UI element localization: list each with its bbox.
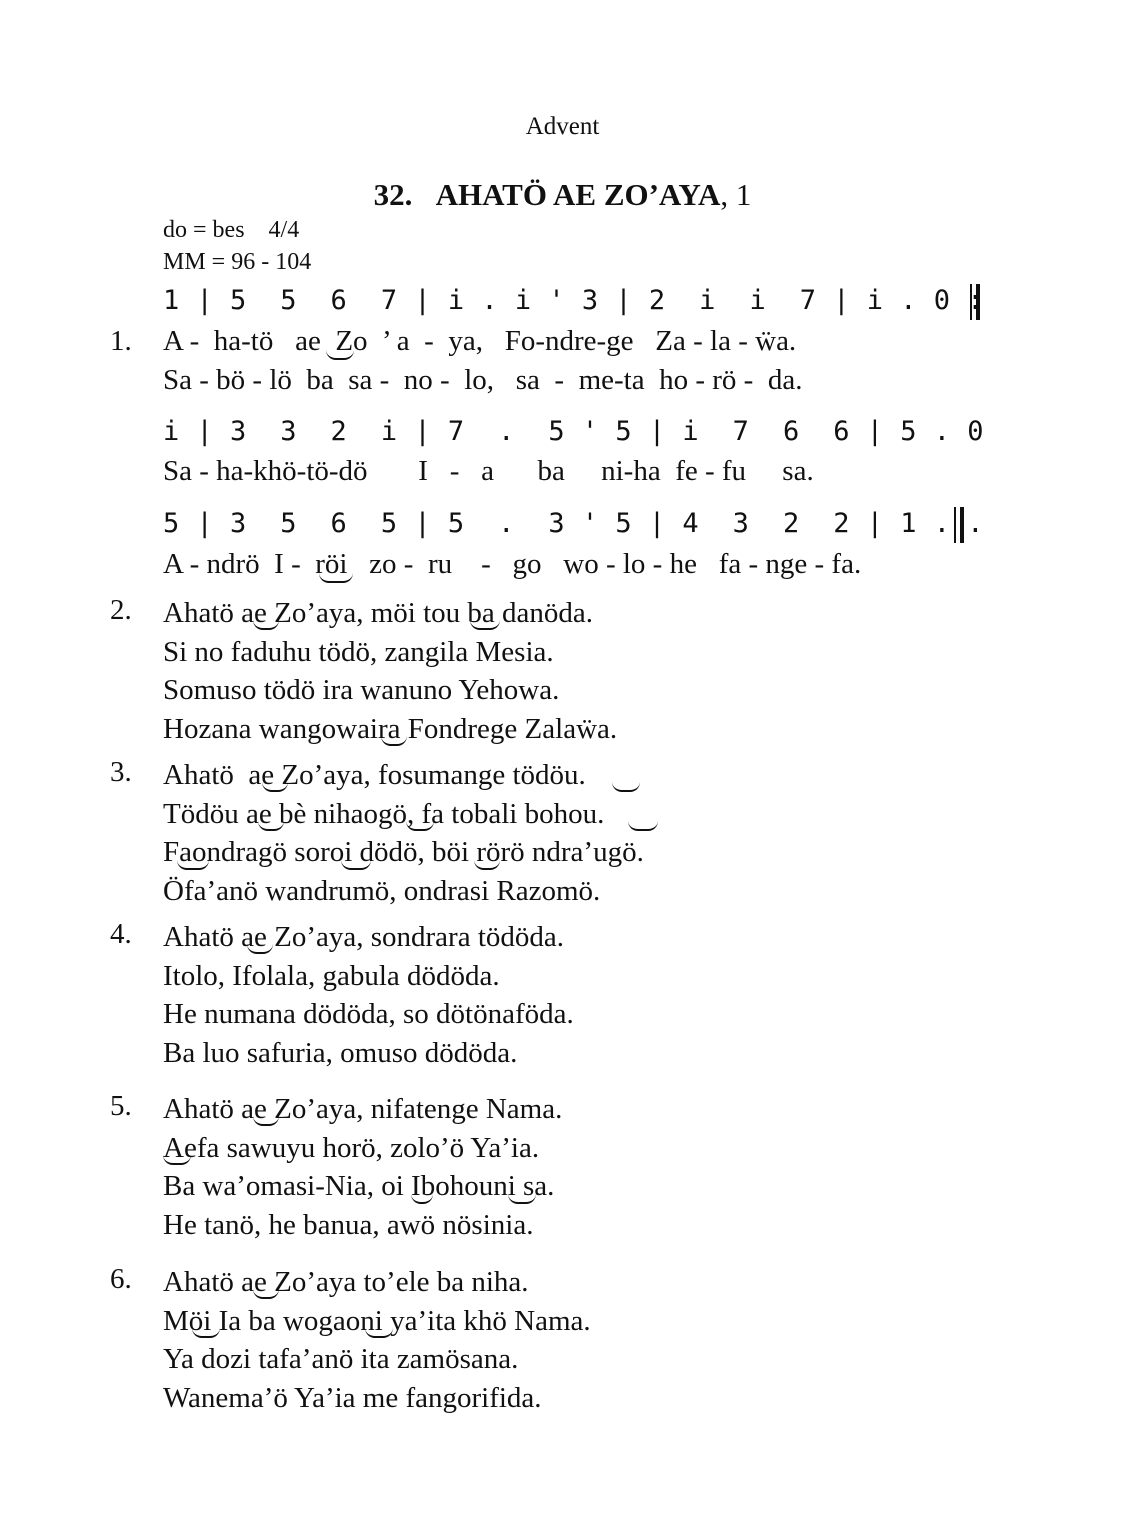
hymn-title <box>0 177 1125 213</box>
verse-line: Ahatö ae Zo’aya, nifatenge Nama. <box>163 1093 563 1125</box>
verse-4 <box>163 918 574 1072</box>
slur-mark <box>319 573 353 583</box>
verse-line: Ba wa’omasi-Nia, oi Ibohouni sa. <box>163 1170 555 1202</box>
verse-line: He numana dödöda, so dötönaföda. <box>163 998 574 1030</box>
verse-line: Tödöu ae bè nihaogö, fa tobali bohou. <box>163 797 605 830</box>
slur-mark <box>177 860 209 870</box>
hymn-name: AHATÖ AE ZO’AYA <box>435 177 721 212</box>
verse-6 <box>163 1263 591 1417</box>
verse-line: Itolo, Ifolala, gabula dödöda. <box>163 959 500 992</box>
notation-line-1: 1 | 5 5 6 7 | i . i ' 3 | 2 i i 7 | i . 0 : <box>163 285 985 316</box>
slur-mark <box>326 350 354 360</box>
verse-line: Ya dozi tafa’anö ita zamösana. <box>163 1343 519 1375</box>
section-heading: Advent <box>525 113 600 140</box>
verse-3 <box>163 756 644 910</box>
lyric-line: A - ndrö I - röi zo - ru - go wo - lo - he fa - nge - fa. <box>163 548 862 580</box>
verse-line: He tanö, he banua, awö nösinia. <box>163 1208 534 1241</box>
verse-5 <box>163 1090 562 1244</box>
verse-number: 4. <box>110 918 132 950</box>
verse-line: Ahatö ae Zo’aya, möi tou ba danöda. <box>163 597 594 629</box>
hymn-number: 32. <box>373 177 413 212</box>
verse-line: Wanema’ö Ya’ia me fangorifida. <box>163 1381 542 1414</box>
verse-number: 3. <box>110 756 132 788</box>
verse-number: 6. <box>110 1263 132 1295</box>
tempo-marking: MM = 96 - 104 <box>163 249 312 275</box>
hymn-part: , 1 <box>720 177 752 212</box>
notation-line-3: 5 | 3 5 6 5 | 5 . 3 ' 5 | 4 3 2 2 | 1 . . <box>163 508 985 539</box>
verse-number: 1. <box>110 325 132 357</box>
verse-number: 2. <box>110 594 132 626</box>
verse-line: Aefa sawuyu horö, zolo’ö Ya’ia. <box>163 1131 540 1164</box>
verse-line: Ahatö ae Zo’aya, sondrara tödöda. <box>163 921 565 953</box>
verse-line: Faondragö soroi dödö, böi rörö ndra’ugö. <box>163 836 644 868</box>
verse-line: Somuso tödö ira wanuno Yehowa. <box>163 674 560 706</box>
key-time-signature: do = bes 4/4 <box>163 217 300 243</box>
verse-2 <box>163 594 617 748</box>
verse-number: 5. <box>110 1090 132 1122</box>
verse-line: Ba luo safuria, omuso dödöda. <box>163 1036 518 1069</box>
verse-line: Möi Ia ba wogaoni ya’ita khö Nama. <box>163 1304 591 1337</box>
lyric-line: A - ha-tö ae Zo ’ a - ya, Fo-ndre-ge Za - la - ẅa. <box>163 325 797 357</box>
notation-line-2: i | 3 3 2 i | 7 . 5 ' 5 | i 7 6 6 | 5 . 0 <box>163 416 985 447</box>
verse-line: Ahatö ae Zo’aya, fosumange tödöu. <box>163 759 586 791</box>
lyric-line: Sa - ha-khö-tö-dö I - a ba ni-ha fe - fu sa. <box>163 455 814 487</box>
verse-line: Ahatö ae Zo’aya to’ele ba niha. <box>163 1266 529 1298</box>
double-barline <box>970 284 980 320</box>
verse-line: Hozana wangowaira Fondrege Zalaẅa. <box>163 712 618 745</box>
verse-line: Öfa’anö wandrumö, ondrasi Razomö. <box>163 874 601 907</box>
final-barline <box>954 507 964 543</box>
lyric-line: Sa - bö - lö ba sa - no - lo, sa - me-ta ho - rö - da. <box>163 364 803 396</box>
slur-mark <box>628 821 658 831</box>
verse-line: Si no faduhu tödö, zangila Mesia. <box>163 635 554 668</box>
